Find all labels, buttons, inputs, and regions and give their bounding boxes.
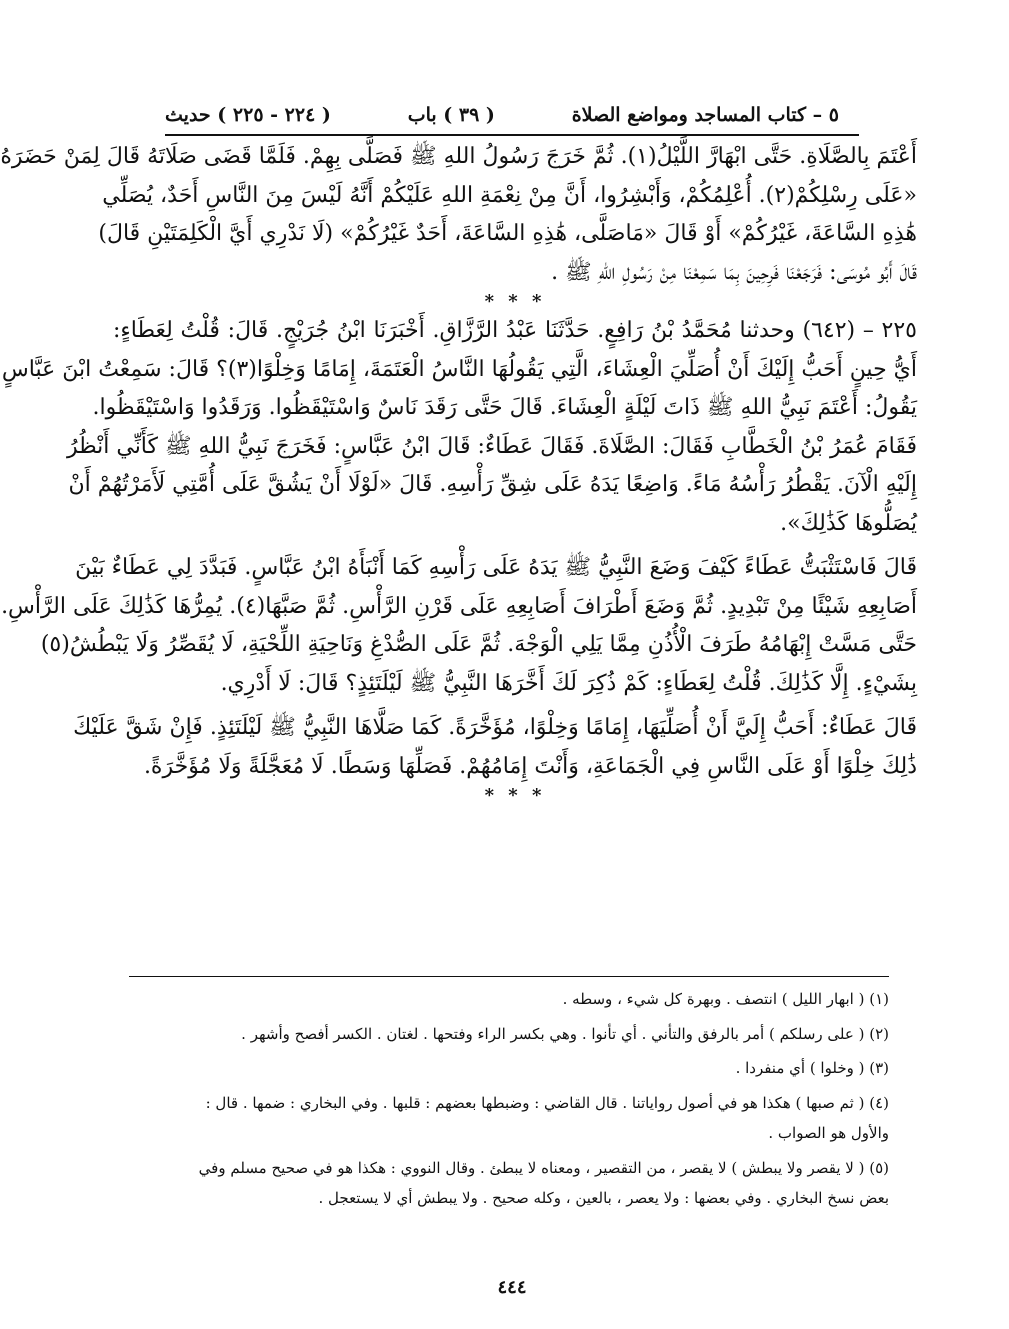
footnote-4-continued: والأول هو الصواب . bbox=[768, 1124, 889, 1142]
book-title: ٥ – كتاب المساجد ومواضع الصلاة bbox=[571, 104, 839, 126]
text-line: فَقَامَ عُمَرُ بْنُ الْخَطَّابِ فَقَالَ: الصَّلَاةَ. فَقَالَ عَطَاءٌ: قَالَ ابْنُ عَبَّاسٍ: فَخَرَجَ نَبِيُّ اللهِ ﷺ كَأَنِّي أَنْظُرُ bbox=[66, 433, 917, 459]
footnote-1: (١) ( ابهار الليل ) انتصف . وبهرة كل شيء ، وسطه . bbox=[562, 990, 889, 1008]
footnote-3: (٣) ( وخلوا ) أي منفردا . bbox=[735, 1059, 889, 1077]
text-line: أَيُّ حِينٍ أَحَبُّ إِلَيْكَ أَنْ أُصَلِّيَ الْعِشَاءَ، الَّتِي يَقُولُهَا النَّاسُ الْعَتَمَةَ، إِمَامًا وَخِلْوًا(٣)؟ قَالَ: سَمِعْتُ ابْنَ عَبَّاسٍ bbox=[1, 356, 917, 382]
section-separator: * * * bbox=[484, 291, 546, 312]
footnote-5: (٥) ( لا يقصر ولا يبطش ) لا يقصر ، من التقصير ، ومعناه لا يبطئ . وقال النووي : هكذا هو في صحيح مسلم وفي bbox=[198, 1158, 889, 1177]
text-line: إِلَيْهِ الْآنَ. يَقْطُرُ رَأْسُهُ مَاءً. وَاضِعًا يَدَهُ عَلَى شِقِّ رَأْسِهِ. قَالَ «لَوْلَا أَنْ يَشُقَّ عَلَى أُمَّتِي لَأَمَرْتُهُمْ أَنْ bbox=[68, 472, 917, 497]
hadith-range: ( ٢٢٤ - ٢٢٥ ) حديث bbox=[165, 104, 331, 126]
footnote-5-continued: بعض نسخ البخاري . وفي بعضها : ولا يعصر ، بالعين ، وكله صحيح . ولا يبطش أي لا يستعجل . bbox=[318, 1189, 889, 1207]
text-line: هَٰذِهِ السَّاعَةَ، غَيْرُكُمْ» أَوْ قَالَ «مَاصَلَّى، هَٰذِهِ السَّاعَةَ، أَحَدٌ غَيْرُكُمْ» (لَا نَدْرِي أَيَّ الْكَلِمَتَيْنِ قَالَ) bbox=[98, 221, 917, 246]
main-text bbox=[0, 138, 917, 806]
chapter-label: ( ٣٩ ) باب bbox=[407, 104, 495, 126]
text-line: قَالَ فَاسْتَثْبَتُّ عَطَاءً كَيْفَ وَضَعَ النَّبِيُّ ﷺ يَدَهُ عَلَى رَأْسِهِ كَمَا أَنْبَأَهُ ابْنُ عَبَّاسٍ. فَبَدَّدَ لِي عَطَاءٌ بَيْنَ bbox=[75, 555, 917, 580]
text-line: قَالَ عَطَاءٌ: أَحَبُّ إِلَيَّ أَنْ أُصَلِّيَهَا، إِمَامًا وَخِلْوًا، مُؤَخَّرَةً. كَمَا صَلَّاهَا النَّبِيُّ ﷺ لَيْلَتَئِذٍ. فَإِنْ شَقَّ عَلَيْكَ bbox=[73, 715, 917, 740]
footnote-rule bbox=[129, 976, 889, 977]
text-line: بِشَيْءٍ. إِلَّا كَذَٰلِكَ. قُلْتُ لِعَطَاءٍ: كَمْ ذُكِرَ لَكَ أَخَّرَهَا النَّبِيُّ ﷺ لَيْلَتَئِذٍ؟ قَالَ: لَا أَدْرِي. bbox=[220, 670, 917, 696]
text-line: أَصَابِعِهِ شَيْئًا مِنْ تَبْدِيدٍ. ثُمَّ وَضَعَ أَطْرَافَ أَصَابِعِهِ عَلَى قَرْنِ الرَّأْسِ. ثُمَّ صَبَّهَا(٤). يُمِرُّهَا كَذَٰلِكَ عَلَى الرَّأْسِ. bbox=[1, 593, 917, 619]
text-line: ٢٢٥ – (٦٤٢) وحدثنا مُحَمَّدُ بْنُ رَافِعٍ. حَدَّثَنَا عَبْدُ الرَّزَّاقِ. أَخْبَرَنَا ابْنُ جُرَيْجٍ. قَالَ: قُلْتُ لِعَطَاءٍ: bbox=[113, 318, 917, 343]
running-header bbox=[165, 98, 839, 132]
footnote-2: (٢) ( على رسلكم ) أمر بالرفق والتأني . أي تأنوا . وهي بكسر الراء وفتحها . لغتان . الكسر أفصح وأشهر . bbox=[241, 1024, 889, 1043]
footnote-4: (٤) ( ثم صبها ) هكذا هو في أصول رواياتنا . قال القاضي : وضبطها بعضهم : قلبها . وفي البخاري : ضمها . قال : bbox=[205, 1093, 889, 1112]
text-line: يُصَلُّوهَا كَذَٰلِكَ». bbox=[780, 510, 917, 536]
text-line: يَقُولُ: أَعْتَمَ نَبِيُّ اللهِ ﷺ ذَاتَ لَيْلَةٍ الْعِشَاءَ. قَالَ حَتَّى رَقَدَ نَاسٌ وَاسْتَيْقَظُوا. وَرَقَدُوا وَاسْتَيْقَظُوا. bbox=[92, 395, 917, 420]
section-separator: * * * bbox=[484, 785, 546, 806]
text-line: حَتَّى مَسَّتْ إِبْهَامُهُ طَرَفَ الْأُذُنِ مِمَّا يَلِي الْوَجْهَ. ثُمَّ عَلَى الصُّدْغِ وَنَاحِيَةِ اللِّحْيَةِ، لَا يُقَصِّرُ وَلَا يَبْطُشُ(٥) bbox=[40, 632, 917, 657]
text-line: «عَلَى رِسْلِكُمْ(٢). أُعْلِمُكُمْ، وَأَبْشِرُوا، أَنَّ مِنْ نِعْمَةِ اللهِ عَلَيْكُمْ أَنَّهُ لَيْسَ مِنَ النَّاسِ أَحَدٌ، يُصَلِّي bbox=[102, 182, 917, 208]
text-line: أَعْتَمَ بِالصَّلَاةِ. حَتَّى ابْهَارَّ اللَّيْلُ(١). ثُمَّ خَرَجَ رَسُولُ اللهِ ﷺ فَصَلَّى بِهِمْ. فَلَمَّا قَضَى صَلَاتَهُ قَالَ لِمَنْ حَضَرَهُ bbox=[0, 144, 917, 169]
text-line: قَالَ أَبُو مُوسَى: فَرَجَعْنَا فَرِحِينَ بِمَا سَمِعْنَا مِنْ رَسُولِ اللهِ ﷺ . bbox=[551, 259, 917, 285]
footnotes bbox=[113, 984, 889, 1214]
text-line: ذَٰلِكَ خِلْوًا أَوْ عَلَى النَّاسِ فِي الْجَمَاعَةِ، وَأَنْتَ إِمَامُهُمْ. فَصَلِّهَا وَسَطًا. لَا مُعَجَّلَةً وَلَا مُؤَخَّرَةً. bbox=[143, 753, 917, 779]
page-number: ٤٤٤ bbox=[497, 1277, 527, 1298]
header-rule bbox=[165, 134, 859, 136]
